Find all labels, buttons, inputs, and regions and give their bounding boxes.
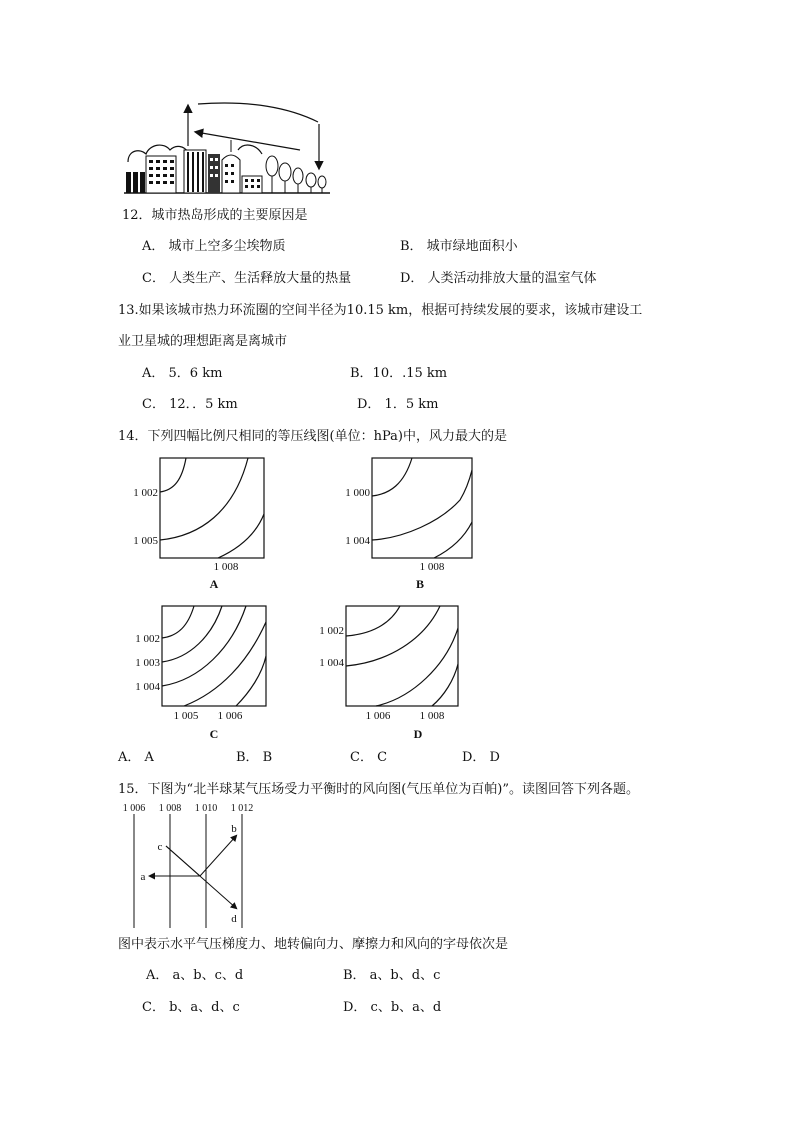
q13-stem-line2: 业卫星城的理想距离是离城市	[118, 334, 288, 349]
arrow-label-a: a	[140, 871, 146, 883]
q13-option-c[interactable]: C． 12．．5 km	[142, 397, 238, 412]
diagram-b-caption: B	[415, 577, 425, 591]
diagram-d-caption: D	[413, 727, 423, 741]
diagram-d-label-1008: 1 008	[419, 710, 445, 722]
q13-stem-line1: 13.如果该城市热力环流圈的空间半径为10.15 km，根据可持续发展的要求，该城市建设工	[118, 303, 643, 318]
city-heat-island-figure	[0, 0, 794, 200]
q13-option-a[interactable]: A． 5．6 km	[142, 366, 223, 381]
diagram-a-label-1002: 1 002	[133, 487, 158, 499]
isobar-diagram-b	[345, 458, 472, 591]
isobar-label-1008: 1 008	[158, 803, 182, 814]
diagram-c-label-1005: 1 005	[173, 710, 199, 722]
q12-option-a[interactable]: A． 城市上空多尘埃物质	[142, 239, 286, 254]
diagram-a-label-1008: 1 008	[213, 561, 239, 573]
arrow-label-c: c	[157, 841, 163, 853]
q12-option-c[interactable]: C． 人类生产、生活释放大量的热量	[142, 271, 352, 286]
diagram-b-label-1004: 1 004	[345, 535, 370, 547]
q15-question: 图中表示水平气压梯度力、地转偏向力、摩擦力和风向的字母依次是	[118, 937, 509, 952]
diagram-c-caption: C	[209, 727, 219, 741]
q13-option-b[interactable]: B．10．.15 km	[350, 366, 448, 381]
diagram-d-label-1006: 1 006	[365, 710, 391, 722]
diagram-c-label-1002: 1 002	[135, 633, 160, 645]
q15-stem: 15．下图为“北半球某气压场受力平衡时的风向图(气压单位为百帕)”。读图回答下列各题。	[118, 782, 639, 797]
isobar-diagram-c	[135, 606, 266, 741]
diagram-d-label-1002: 1 002	[319, 625, 344, 637]
q12-option-b[interactable]: B． 城市绿地面积小	[400, 239, 518, 254]
diagram-d-label-1004: 1 004	[319, 657, 344, 669]
q14-option-b[interactable]: B． B	[236, 750, 273, 765]
q15-option-a[interactable]: A． a、b、c、d	[146, 968, 244, 983]
diagram-a-label-1005: 1 005	[133, 535, 158, 547]
q14-isobar-diagrams	[0, 440, 794, 740]
diagram-b-label-1008: 1 008	[419, 561, 445, 573]
q15-option-c[interactable]: C． b、a、d、c	[142, 1000, 240, 1015]
isobar-label-1006: 1 006	[122, 803, 146, 814]
q12-stem: 12．城市热岛形成的主要原因是	[122, 208, 308, 223]
q14-option-d[interactable]: D． D	[462, 750, 500, 765]
isobar-diagram-d	[319, 606, 458, 741]
arrow-label-b: b	[231, 823, 237, 835]
isobar-diagram-a	[133, 458, 264, 591]
diagram-c-label-1003: 1 003	[135, 657, 160, 669]
q14-stem: 14．下列四幅比例尺相同的等压线图(单位：hPa)中，风力最大的是	[118, 429, 507, 444]
q13-option-d[interactable]: D． 1．5 km	[357, 397, 439, 412]
q14-option-c[interactable]: C． C	[350, 750, 388, 765]
q12-option-d[interactable]: D． 人类活动排放大量的温室气体	[400, 271, 597, 286]
q15-option-d[interactable]: D． c、b、a、d	[343, 1000, 442, 1015]
diagram-c-label-1004: 1 004	[135, 681, 160, 693]
q14-option-a[interactable]: A． A	[118, 750, 154, 765]
diagram-c-label-1006: 1 006	[217, 710, 243, 722]
isobar-label-1010: 1 010	[194, 803, 218, 814]
diagram-a-caption: A	[209, 577, 219, 591]
q15-option-b[interactable]: B． a、b、d、c	[343, 968, 441, 983]
arrow-label-d: d	[231, 913, 237, 925]
isobar-label-1012: 1 012	[230, 803, 254, 814]
diagram-b-label-1000: 1 000	[345, 487, 370, 499]
q15-wind-force-diagram	[0, 800, 794, 940]
